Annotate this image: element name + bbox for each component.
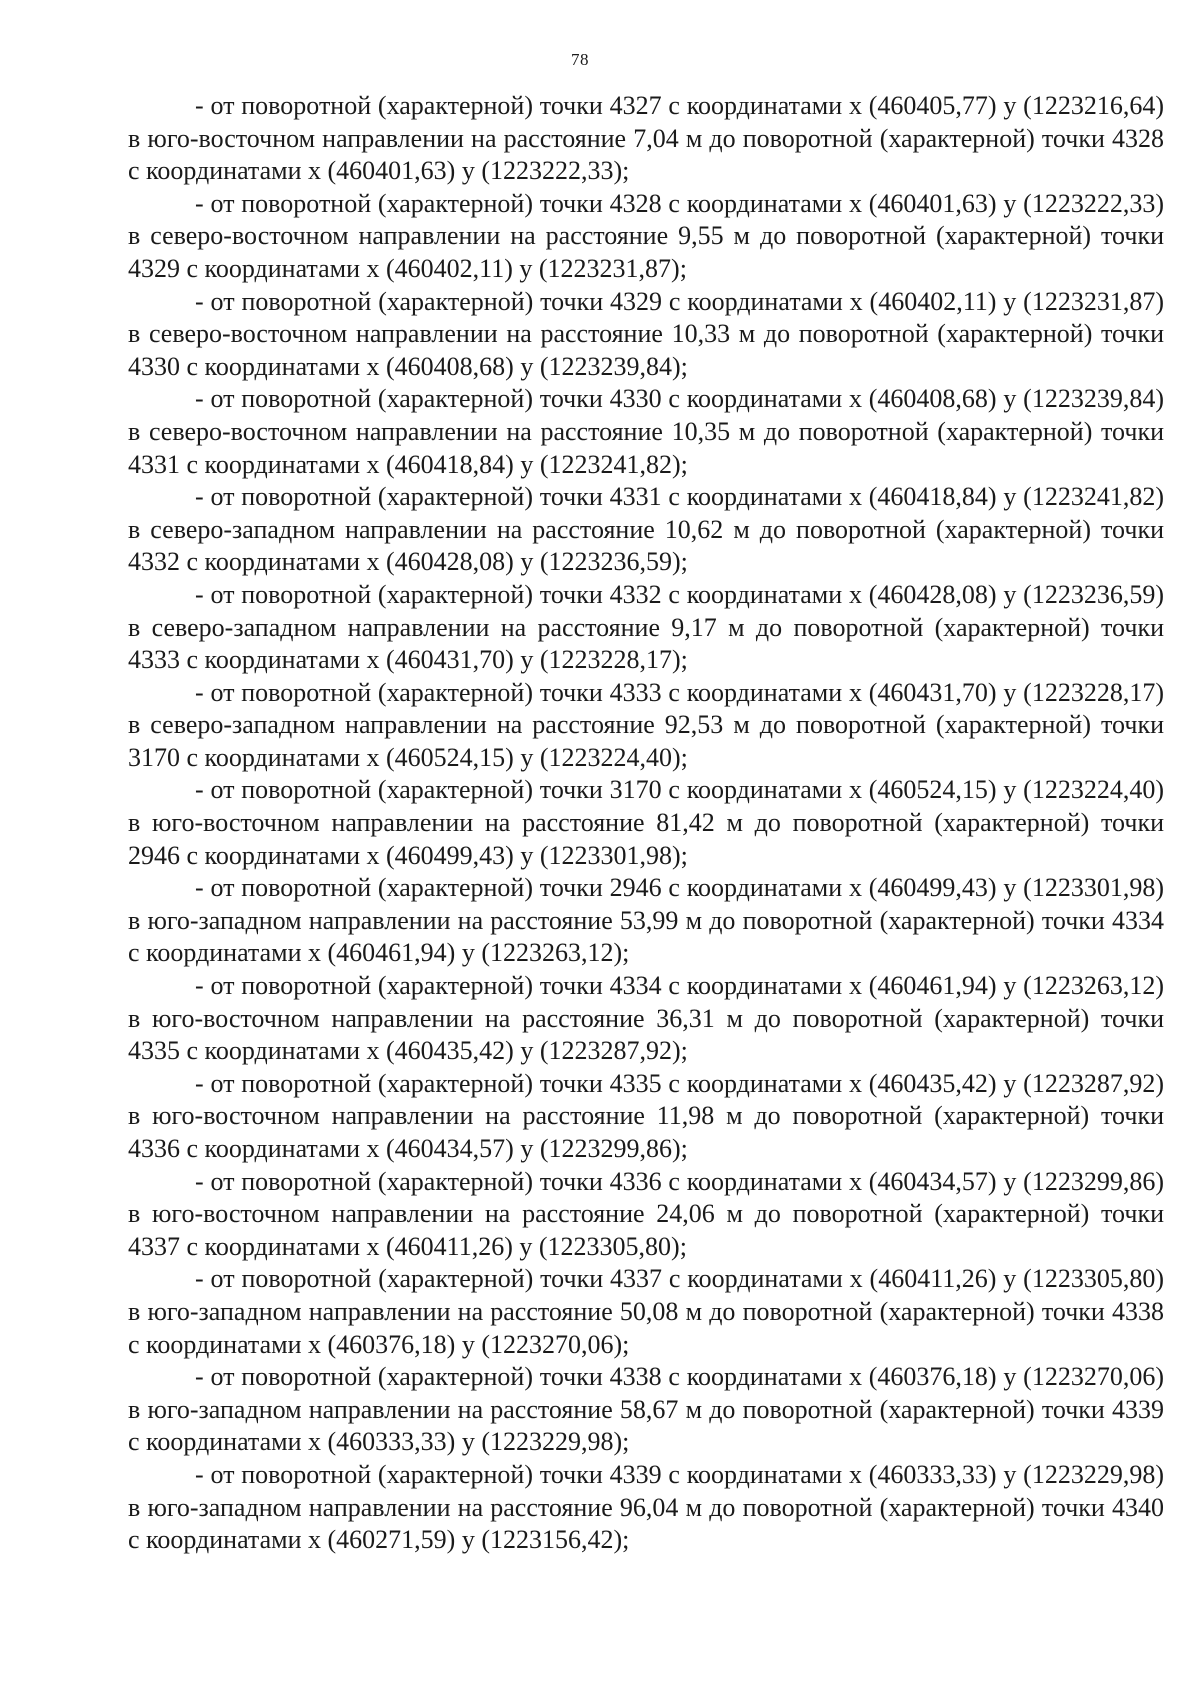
paragraph-15: - от поворотной (характерной) точки 4339 с координатами х (460333,33) у (1223229,98) в юго-западном направлении на расстояние 96,04 м до поворотной (характерной) точки 4340 с координатами х (460271,59) у (1223156,42); [128,1459,1164,1555]
paragraph-14: - от поворотной (характерной) точки 4338 с координатами х (460376,18) у (1223270,06) в юго-западном направлении на расстояние 58,67 м до поворотной (характерной) точки 4339 с координатами х (460333,33) у (1223229,98); [128,1362,1164,1457]
paragraph-3: - от поворотной (характерной) точки 4329 с координатами х (460402,11) у (1223231,87) в северо-восточном направлении на расстояние 10,33 м до поворотной (характерной) точки 4330 с координатами х (460408,68) у (1223239,84); [128,286,1164,381]
paragraph-1: - от поворотной (характерной) точки 4327 с координатами х (460405,77) у (1223216,64) в юго-восточном направлении на расстояние 7,04 м до поворотной (характерной) точки 4328 с координатами х (460401,63) у (1223222,33); [128,91,1164,186]
paragraph-11: - от поворотной (характерной) точки 4335 с координатами х (460435,42) у (1223287,92) в юго-восточном направлении на расстояние 11,98 м до поворотной (характерной) точки 4336 с координатами х (460434,57) у (1223299,86); [128,1068,1164,1163]
paragraph-12: - от поворотной (характерной) точки 4336 с координатами х (460434,57) у (1223299,86) в юго-восточном направлении на расстояние 24,06 м до поворотной (характерной) точки 4337 с координатами х (460411,26) у (1223305,80); [128,1166,1164,1261]
paragraph-8: - от поворотной (характерной) точки 3170 с координатами х (460524,15) у (1223224,40) в юго-восточном направлении на расстояние 81,42 м до поворотной (характерной) точки 2946 с координатами х (460499,43) у (1223301,98); [128,775,1164,870]
paragraph-9: - от поворотной (характерной) точки 2946 с координатами х (460499,43) у (1223301,98) в юго-западном направлении на расстояние 53,99 м до поворотной (характерной) точки 4334 с координатами х (460461,94) у (1223263,12); [128,873,1164,968]
paragraph-6: - от поворотной (характерной) точки 4332 с координатами х (460428,08) у (1223236,59) в северо-западном направлении на расстояние 9,17 м до поворотной (характерной) точки 4333 с координатами х (460431,70) у (1223228,17); [128,579,1164,675]
paragraph-13: - от поворотной (характерной) точки 4337 с координатами х (460411,26) у (1223305,80) в юго-западном направлении на расстояние 50,08 м до поворотной (характерной) точки 4338 с координатами х (460376,18) у (1223270,06); [128,1264,1164,1359]
page-number: 78 [571,50,589,69]
document-body [128,90,1164,1557]
paragraph-4: - от поворотной (характерной) точки 4330 с координатами х (460408,68) у (1223239,84) в северо-восточном направлении на расстояние 10,35 м до поворотной (характерной) точки 4331 с координатами х (460418,84) у (1223241,82); [128,384,1164,479]
paragraph-7: - от поворотной (характерной) точки 4333 с координатами х (460431,70) у (1223228,17) в северо-западном направлении на расстояние 92,53 м до поворотной (характерной) точки 3170 с координатами х (460524,15) у (1223224,40); [128,677,1164,772]
paragraph-5: - от поворотной (характерной) точки 4331 с координатами х (460418,84) у (1223241,82) в северо-западном направлении на расстояние 10,62 м до поворотной (характерной) точки 4332 с координатами х (460428,08) у (1223236,59); [128,482,1164,577]
paragraph-2: - от поворотной (характерной) точки 4328 с координатами х (460401,63) у (1223222,33) в северо-восточном направлении на расстояние 9,55 м до поворотной (характерной) точки 4329 с координатами х (460402,11) у (1223231,87); [128,188,1164,283]
paragraph-10: - от поворотной (характерной) точки 4334 с координатами х (460461,94) у (1223263,12) в юго-восточном направлении на расстояние 36,31 м до поворотной (характерной) точки 4335 с координатами х (460435,42) у (1223287,92); [128,971,1164,1066]
